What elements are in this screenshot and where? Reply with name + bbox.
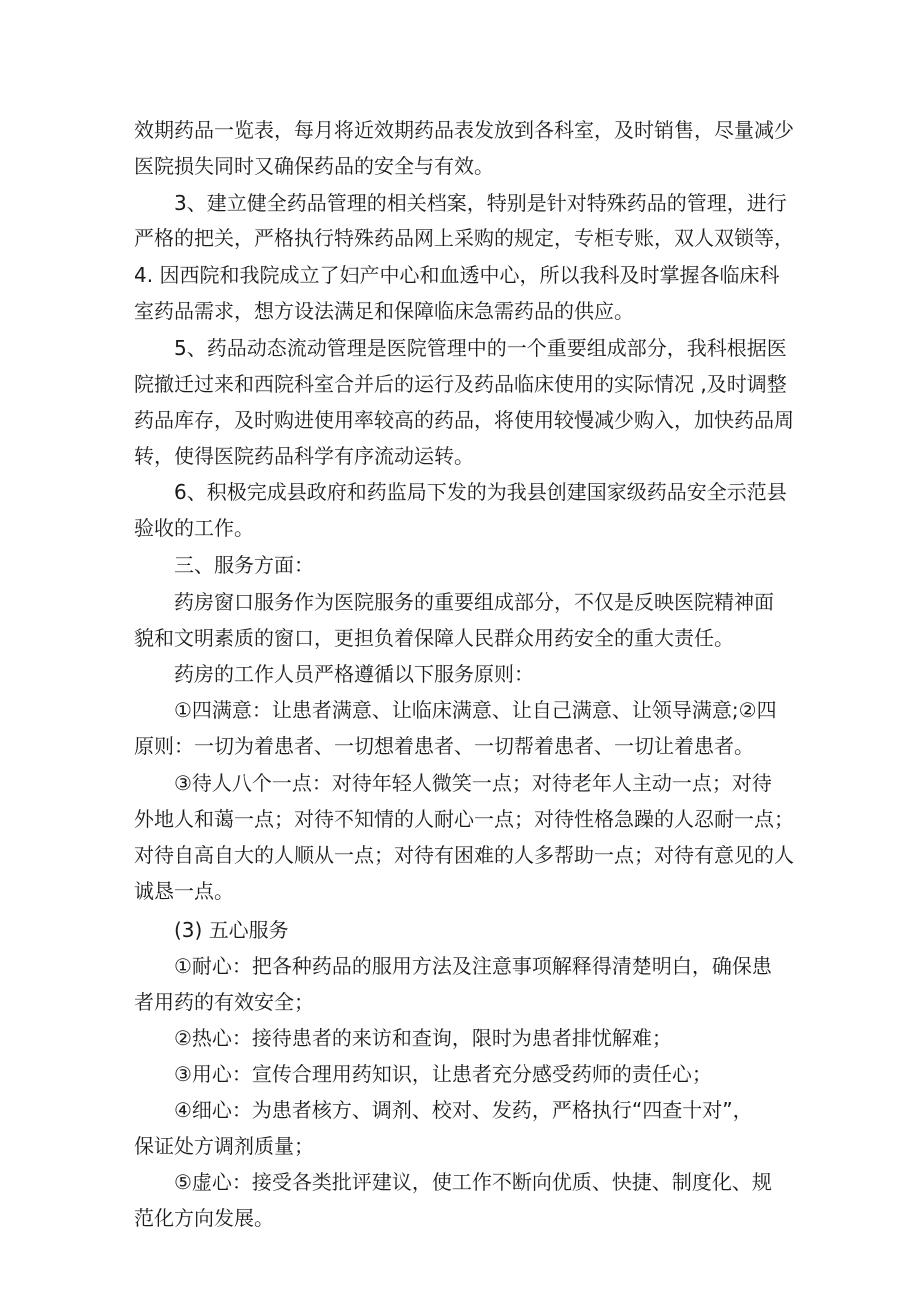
text-line: 验收的工作。 — [134, 516, 254, 540]
text-line: 貌和文明素质的窗口，更担负着保障人民群众用药安全的重大责任。 — [134, 626, 734, 650]
text-line: 药品库存，及时购进使用率较高的药品，将使用较慢减少购入，加快药品周 — [134, 408, 794, 432]
text-line: ③待人八个一点：对待年轻人微笑一点；对待老年人主动一点；对待 — [174, 771, 772, 795]
text-line: 转，使得医院药品科学有序流动运转。 — [134, 444, 474, 468]
text-line: 4. 因西院和我院成立了妇产中心和血透中心，所以我科及时掌握各临床科 — [134, 263, 780, 287]
text-line: ②热心：接待患者的来访和查询，限时为患者排忧解难； — [174, 1026, 672, 1050]
text-line: 外地人和蔼一点；对待不知情的人耐心一点；对待性格急躁的人忍耐一点； — [134, 807, 794, 831]
text-line: (3) 五心服务 — [174, 918, 289, 942]
text-line: 对待自高自大的人顺从一点；对待有困难的人多帮助一点；对待有意见的人 — [134, 843, 794, 867]
text-line: ④细心：为患者核方、调剂、校对、发药，严格执行“四查十对”， — [174, 1098, 753, 1122]
text-line: 5、药品动态流动管理是医院管理中的一个重要组成部分，我科根据医 — [174, 336, 787, 360]
text-line: 严格的把关，严格执行特殊药品网上采购的规定，专柜专账，双人双锁等， — [134, 226, 794, 250]
text-line: 保证处方调剂质量； — [134, 1134, 314, 1158]
text-line: 3、建立健全药品管理的相关档案，特别是针对特殊药品的管理，进行 — [174, 191, 787, 215]
text-line: ①耐心：把各种药品的服用方法及注意事项解释得清楚明白，确保患 — [174, 954, 772, 978]
text-line: 效期药品一览表，每月将近效期药品表发放到各科室，及时销售，尽量减少 — [134, 118, 794, 142]
text-line: ③用心：宣传合理用药知识，让患者充分感受药师的责任心； — [174, 1062, 712, 1086]
text-line: 者用药的有效安全； — [134, 990, 314, 1014]
text-line: 范化方向发展。 — [134, 1206, 274, 1230]
text-line: 医院损失同时又确保药品的安全与有效。 — [134, 154, 494, 178]
text-line: 原则：一切为着患者、一切想着患者、一切帮着患者、一切让着患者。 — [134, 734, 754, 758]
text-line: 院撤迁过来和西院科室合并后的运行及药品临床使用的实际情况 ,及时调整 — [134, 372, 787, 396]
text-line: ⑤虚心：接受各类批评建议，使工作不断向优质、快捷、制度化、规 — [174, 1170, 772, 1194]
text-line: ①四满意：让患者满意、让临床满意、让自己满意、让领导满意;②四 — [174, 698, 777, 722]
text-line: 室药品需求，想方设法满足和保障临床急需药品的供应。 — [134, 299, 634, 323]
text-line: 诚恳一点。 — [134, 879, 234, 903]
text-line: 6、积极完成县政府和药监局下发的为我县创建国家级药品安全示范县 — [174, 480, 787, 504]
text-line: 药房窗口服务作为医院服务的重要组成部分，不仅是反映医院精神面 — [174, 590, 774, 614]
text-line: 药房的工作人员严格遵循以下服务原则： — [174, 662, 534, 686]
text-line: 三、服务方面： — [174, 553, 314, 577]
